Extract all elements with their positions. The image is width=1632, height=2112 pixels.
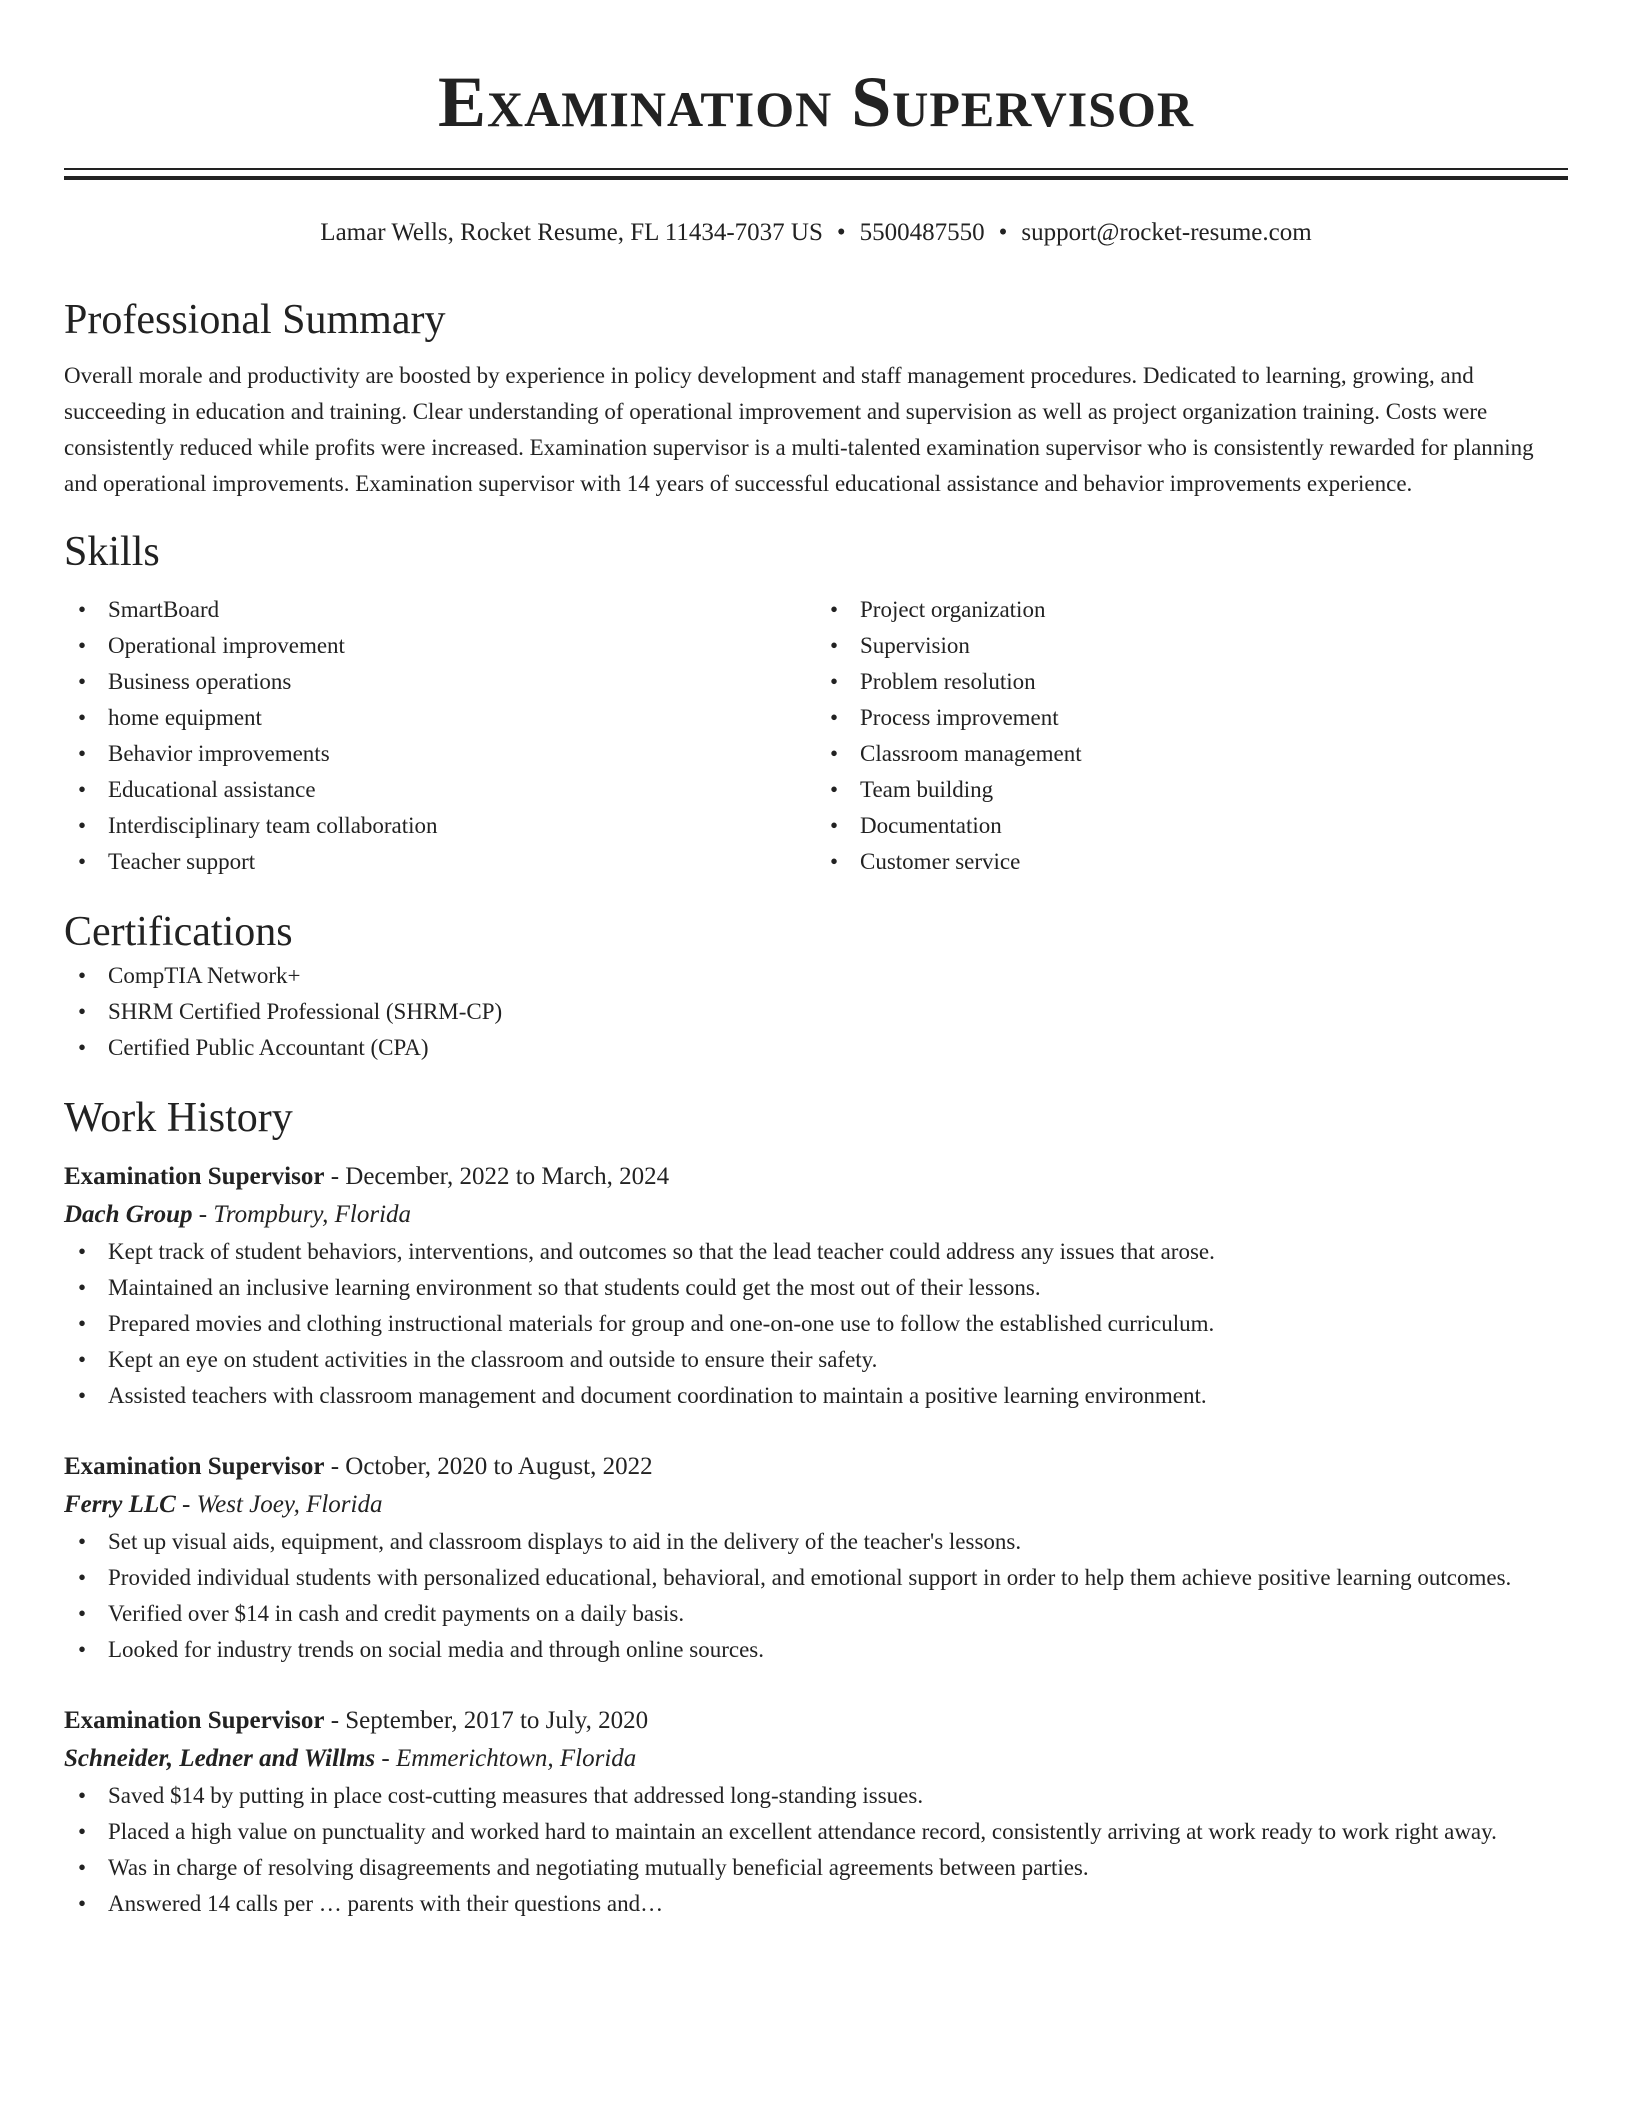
certification-item: • Certified Public Accountant (CPA) xyxy=(64,1030,1568,1066)
job-title: Examination Supervisor xyxy=(64,1453,325,1480)
job-duty: • Placed a high value on punctuality and worked hard to maintain an excellent attendance record, consistently arriving at work ready to work right away. xyxy=(64,1814,1568,1850)
job-duties xyxy=(64,1234,1568,1414)
contact-separator: • xyxy=(998,219,1008,246)
skills-heading: Skills xyxy=(64,529,160,575)
skill-item: • Documentation xyxy=(816,808,1568,844)
contact-address: Lamar Wells, Rocket Resume, FL 11434-7037 US xyxy=(320,219,823,246)
skill-item: • Educational assistance xyxy=(64,772,816,808)
job-location: Emmerichtown, Florida xyxy=(396,1745,637,1772)
skill-item: • home equipment xyxy=(64,700,816,736)
job-duty: • Assisted teachers with classroom management and document coordination to maintain a positive learning environment. xyxy=(64,1378,1568,1414)
job-duty: • Verified over $14 in cash and credit payments on a daily basis. xyxy=(64,1596,1568,1632)
job-entry xyxy=(64,1702,1568,1922)
job-duties xyxy=(64,1778,1568,1922)
job-duty: • Kept track of student behaviors, interventions, and outcomes so that the lead teacher could address any issues that arose. xyxy=(64,1234,1568,1270)
job-duty: • Was in charge of resolving disagreements and negotiating mutually beneficial agreements between parties. xyxy=(64,1850,1568,1886)
job-employer: Ferry LLC - West Joey, Florida xyxy=(64,1491,383,1518)
job-company: Ferry LLC xyxy=(64,1491,176,1518)
work-history-heading: Work History xyxy=(64,1095,293,1141)
job-title: Examination Supervisor xyxy=(64,1707,325,1734)
skill-item: • Supervision xyxy=(816,628,1568,664)
job-duty: • Set up visual aids, equipment, and classroom displays to aid in the delivery of the teacher's lessons. xyxy=(64,1524,1568,1560)
certifications-heading: Certifications xyxy=(64,909,293,955)
contact-phone: 5500487550 xyxy=(859,219,985,246)
skill-item: • Project organization xyxy=(816,592,1568,628)
job-entry xyxy=(64,1448,1568,1668)
job-duty: • Kept an eye on student activities in the classroom and outside to ensure their safety. xyxy=(64,1342,1568,1378)
contact-separator: • xyxy=(836,219,846,246)
skill-item: • Behavior improvements xyxy=(64,736,816,772)
job-employer: Dach Group - Trompbury, Florida xyxy=(64,1201,412,1228)
summary-text: Overall morale and productivity are boosted by experience in policy development and staff management procedures. Dedicated to learning, growing, and succeeding in education and training. Clear understanding of operational improvement and supervision as well as project organization training. Costs were consistently reduced while profits were increased. Examination supervisor is a multi-talented examination supervisor who is consistently rewarded for planning and operational improvements. Examination supervisor with 14 years of successful educational assistance and behavior improvements experience. xyxy=(64,363,1534,496)
contact-email: support@rocket-resume.com xyxy=(1021,219,1312,246)
job-location: Trompbury, Florida xyxy=(213,1201,412,1228)
job-duties xyxy=(64,1524,1568,1668)
resume-title: Examination Supervisor xyxy=(438,62,1194,142)
job-company: Schneider, Ledner and Willms xyxy=(64,1745,376,1772)
skill-item: • Classroom management xyxy=(816,736,1568,772)
divider-thick-line xyxy=(64,176,1568,180)
skill-item: • Operational improvement xyxy=(64,628,816,664)
job-header: Examination Supervisor - December, 2022 to March, 2024 xyxy=(64,1163,670,1190)
skill-item: • Problem resolution xyxy=(816,664,1568,700)
job-location: West Joey, Florida xyxy=(196,1491,383,1518)
job-duty: • Maintained an inclusive learning environment so that students could get the most out of their lessons. xyxy=(64,1270,1568,1306)
job-header: Examination Supervisor - September, 2017 to July, 2020 xyxy=(64,1707,649,1734)
job-duty: • Answered 14 calls per … parents with their questions and… xyxy=(64,1886,1568,1922)
job-dates: December, 2022 to March, 2024 xyxy=(345,1163,670,1190)
divider-thin-line xyxy=(64,168,1568,170)
job-employer: Schneider, Ledner and Willms - Emmerichtown, Florida xyxy=(64,1745,637,1772)
skills-list-right xyxy=(816,592,1568,880)
job-dates: October, 2020 to August, 2022 xyxy=(345,1453,653,1480)
job-duty: • Saved $14 by putting in place cost-cutting measures that addressed long-standing issues. xyxy=(64,1778,1568,1814)
skill-item: • Process improvement xyxy=(816,700,1568,736)
skill-item: • Teacher support xyxy=(64,844,816,880)
job-duty: • Provided individual students with personalized educational, behavioral, and emotional support in order to help them achieve positive learning outcomes. xyxy=(64,1560,1568,1596)
skill-item: • Interdisciplinary team collaboration xyxy=(64,808,816,844)
certifications-list xyxy=(64,958,1568,1066)
job-entry xyxy=(64,1158,1568,1414)
certification-item: • CompTIA Network+ xyxy=(64,958,1568,994)
job-header: Examination Supervisor - October, 2020 to August, 2022 xyxy=(64,1453,653,1480)
skill-item: • Customer service xyxy=(816,844,1568,880)
title-divider xyxy=(64,168,1568,180)
skill-item: • SmartBoard xyxy=(64,592,816,628)
skills-columns xyxy=(64,592,1568,880)
skill-item: • Team building xyxy=(816,772,1568,808)
skill-item: • Business operations xyxy=(64,664,816,700)
skills-list-left xyxy=(64,592,816,880)
job-duty: • Prepared movies and clothing instructional materials for group and one-on-one use to follow the established curriculum. xyxy=(64,1306,1568,1342)
job-title: Examination Supervisor xyxy=(64,1163,325,1190)
summary-heading: Professional Summary xyxy=(64,297,446,343)
job-dates: September, 2017 to July, 2020 xyxy=(345,1707,649,1734)
job-duty: • Looked for industry trends on social media and through online sources. xyxy=(64,1632,1568,1668)
job-company: Dach Group xyxy=(64,1201,193,1228)
certification-item: • SHRM Certified Professional (SHRM-CP) xyxy=(64,994,1568,1030)
contact-line xyxy=(64,216,1568,250)
